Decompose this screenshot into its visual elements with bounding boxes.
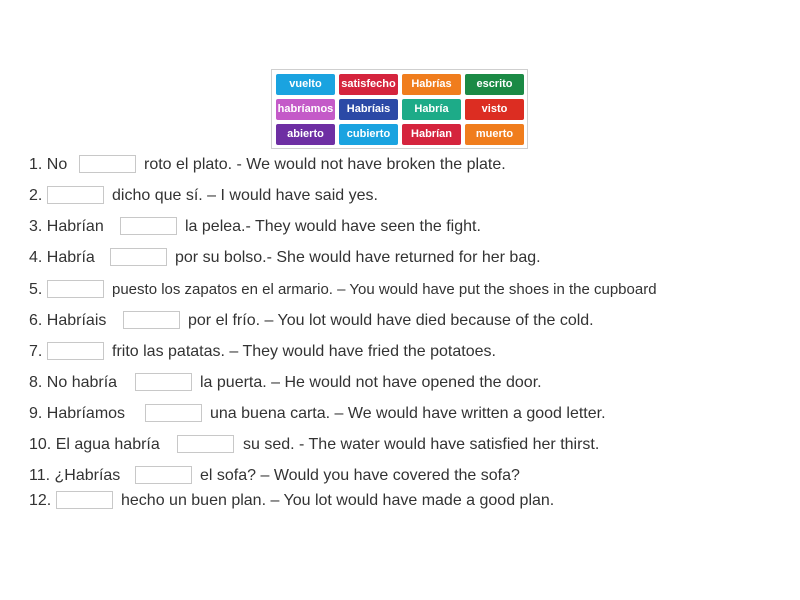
word-tile[interactable]: muerto <box>465 124 524 145</box>
sentence-prefix: 4. Habría <box>29 249 95 266</box>
sentence-prefix: 3. Habrían <box>29 218 104 235</box>
answer-blank[interactable] <box>47 280 104 298</box>
word-tile[interactable]: satisfecho <box>339 74 398 95</box>
word-tile[interactable]: escrito <box>465 74 524 95</box>
word-tile[interactable]: cubierto <box>339 124 398 145</box>
sentence-text: el sofa? – Would you have covered the sofa? <box>200 467 520 484</box>
sentence-text: hecho un buen plan. – You lot would have made a good plan. <box>121 492 555 509</box>
sentence-prefix: 11. ¿Habrías <box>29 467 121 484</box>
sentence-text: roto el plato. - We would not have broken the plate. <box>144 156 506 173</box>
answer-blank[interactable] <box>56 491 113 509</box>
word-tile[interactable]: Habrían <box>402 124 461 145</box>
sentence-prefix: 12. <box>29 492 52 509</box>
sentence-text: la puerta. – He would not have opened the door. <box>200 374 542 391</box>
word-bank <box>271 69 528 149</box>
answer-blank[interactable] <box>123 311 180 329</box>
answer-blank[interactable] <box>135 466 192 484</box>
word-tile[interactable]: habríamos <box>276 99 335 120</box>
sentence-prefix: 6. Habríais <box>29 312 107 329</box>
word-tile[interactable]: Habrías <box>402 74 461 95</box>
answer-blank[interactable] <box>120 217 177 235</box>
sentence-prefix: 9. Habríamos <box>29 405 126 422</box>
word-tile[interactable]: visto <box>465 99 524 120</box>
word-tile[interactable]: Habría <box>402 99 461 120</box>
sentence-prefix: 7. <box>29 343 43 360</box>
answer-blank[interactable] <box>110 248 167 266</box>
word-tile[interactable]: vuelto <box>276 74 335 95</box>
sentence-prefix: 1. No <box>29 156 68 173</box>
sentence-text: por su bolso.- She would have returned for her bag. <box>175 249 541 266</box>
sentence-text: una buena carta. – We would have written a good letter. <box>210 405 606 422</box>
answer-blank[interactable] <box>145 404 202 422</box>
answer-blank[interactable] <box>47 186 104 204</box>
sentence-text: dicho que sí. – I would have said yes. <box>112 187 378 204</box>
sentence-prefix: 2. <box>29 187 43 204</box>
sentence-prefix: 8. No habría <box>29 374 118 391</box>
word-tile[interactable]: abierto <box>276 124 335 145</box>
answer-blank[interactable] <box>79 155 136 173</box>
sentence-prefix: 10. El agua habría <box>29 436 160 453</box>
answer-blank[interactable] <box>135 373 192 391</box>
sentence-text: por el frío. – You lot would have died because of the cold. <box>188 312 594 329</box>
sentence-text: frito las patatas. – They would have fried the potatoes. <box>112 343 496 360</box>
word-tile[interactable]: Habríais <box>339 99 398 120</box>
sentence-text: la pelea.- They would have seen the fight. <box>185 218 481 235</box>
answer-blank[interactable] <box>177 435 234 453</box>
answer-blank[interactable] <box>47 342 104 360</box>
sentence-prefix: 5. <box>29 281 43 298</box>
sentence-text: puesto los zapatos en el armario. – You would have put the shoes in the cupboard <box>112 281 657 298</box>
sentence-text: su sed. - The water would have satisfied her thirst. <box>243 436 600 453</box>
